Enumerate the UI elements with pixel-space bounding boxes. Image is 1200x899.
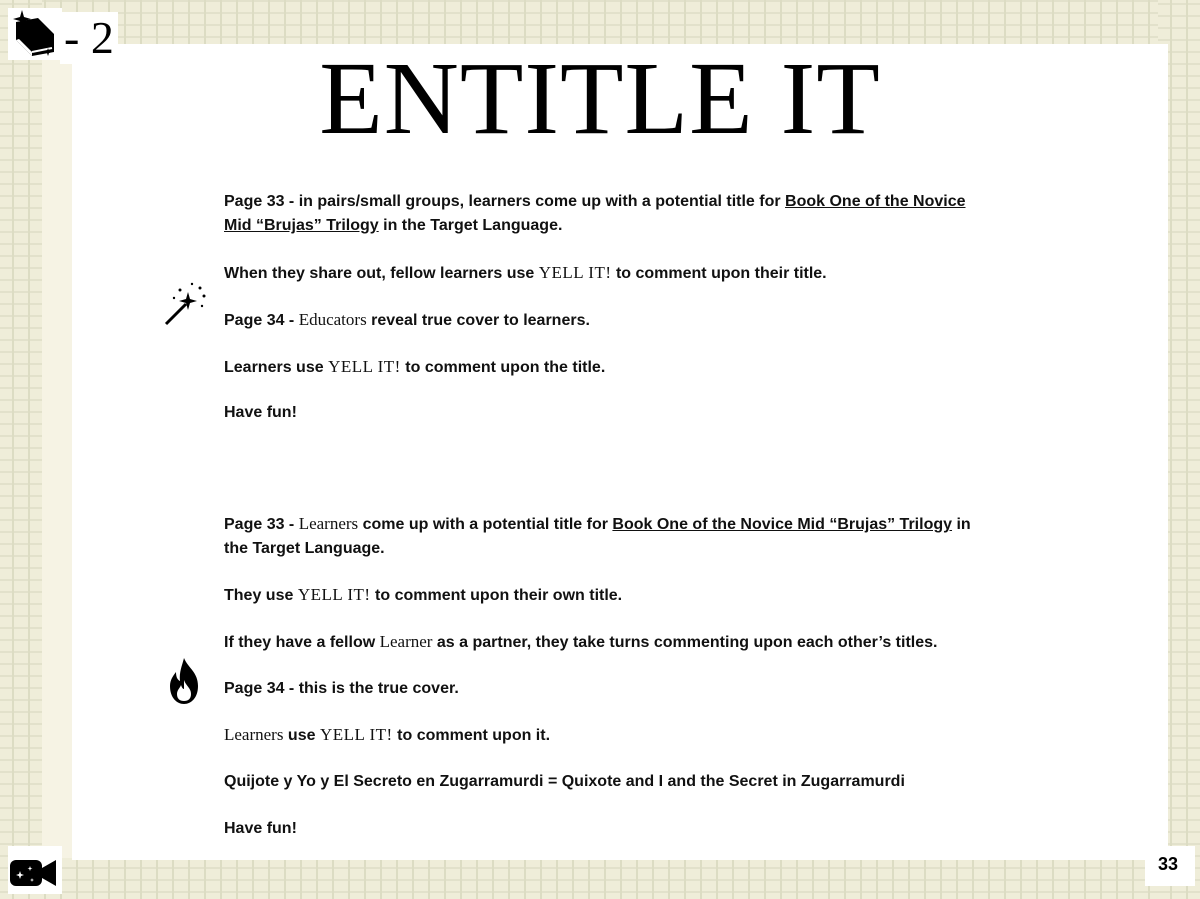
page-title: ENTITLE IT bbox=[319, 41, 881, 156]
book-title-link: Book One of the Novice Mid “Brujas” Trilogy bbox=[612, 516, 953, 533]
section-one-paragraph-3: Page 34 - Educators reveal true cover to learners. bbox=[224, 310, 590, 329]
greek-key-border-top bbox=[0, 0, 1200, 44]
section-two-paragraph-7: Have fun! bbox=[224, 820, 297, 837]
flame-icon bbox=[164, 656, 204, 706]
greek-key-border-left bbox=[0, 0, 42, 899]
lesson-number-label: - 2 bbox=[60, 12, 118, 64]
section-two-paragraph-1: Page 33 - Learners come up with a potential title for Book One of the Novice Mid “Brujas” Trilogy in the Target Language. bbox=[224, 514, 971, 557]
video-camera-icon bbox=[8, 852, 62, 892]
section-one-paragraph-4: Learners use YELL IT! to comment upon the title. bbox=[224, 357, 606, 376]
section-one-paragraph-2: When they share out, fellow learners use YELL IT! to comment upon their title. bbox=[224, 263, 827, 282]
section-two-paragraph-6: Quijote y Yo y El Secreto en Zugarramurdi = Quixote and I and the Secret in Zugarramurdi bbox=[224, 773, 905, 790]
yell-it-term: YELL IT! bbox=[538, 263, 612, 282]
magic-wand-icon bbox=[162, 280, 210, 328]
sparkle-book-icon bbox=[8, 8, 62, 60]
yell-it-term: YELL IT! bbox=[297, 585, 371, 604]
yell-it-term: YELL IT! bbox=[328, 357, 401, 376]
section-two-paragraph-5: Learners use YELL IT! to comment upon it. bbox=[224, 725, 551, 744]
top-left-icon-box bbox=[8, 8, 62, 60]
page-number: 33 bbox=[1158, 854, 1179, 874]
bottom-left-icon-box bbox=[8, 846, 62, 894]
section-two-paragraph-3: If they have a fellow Learner as a partner, they take turns commenting upon each other’s titles. bbox=[224, 632, 938, 651]
section-one-paragraph-1: Page 33 - in pairs/small groups, learners come up with a potential title for Book One of the Novice Mid “Brujas” Trilogy in the Target Language. bbox=[224, 193, 966, 234]
book-title-link: Book One of the Novice Mid “Brujas” Trilogy bbox=[224, 193, 966, 234]
yell-it-term: YELL IT! bbox=[319, 725, 393, 744]
section-two-paragraph-4: Page 34 - this is the true cover. bbox=[224, 680, 459, 697]
section-one-paragraph-5: Have fun! bbox=[224, 404, 297, 421]
greek-key-border-bottom bbox=[0, 858, 1200, 899]
section-two-paragraph-2: They use YELL IT! to comment upon their own title. bbox=[224, 585, 623, 604]
